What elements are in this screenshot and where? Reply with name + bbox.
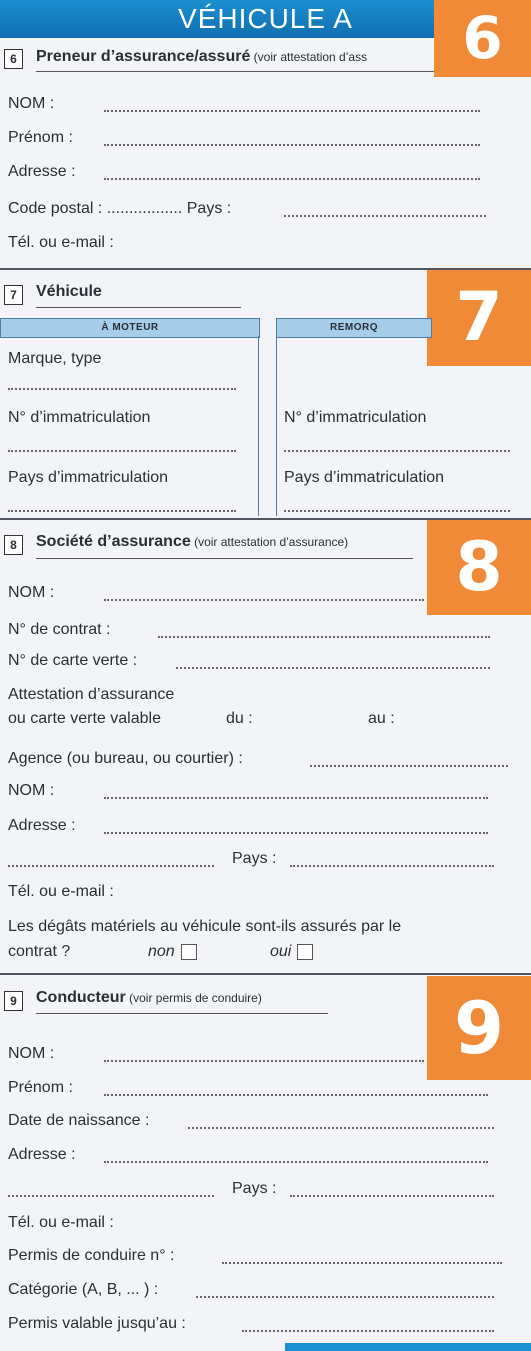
s9-nom-label: NOM : — [8, 1045, 55, 1062]
s7-trailer-pays-label: Pays d’immatriculation — [284, 469, 445, 486]
s9-naissance-label: Date de naissance : — [8, 1112, 150, 1129]
s9-adresse-label: Adresse : — [8, 1146, 76, 1163]
s9-prenom-label: Prénom : — [8, 1079, 73, 1096]
s8-contrat-question: contrat ? — [8, 943, 71, 960]
s7-pays-field[interactable] — [8, 510, 236, 512]
s8-oui-label: oui — [270, 943, 292, 960]
s6-tel-label: Tél. ou e-mail : — [8, 234, 114, 251]
s8-tel-label: Tél. ou e-mail : — [8, 883, 114, 900]
section-9-title-underline — [36, 1013, 328, 1014]
s6-adresse-field[interactable] — [104, 178, 480, 180]
s8-nom-field[interactable] — [104, 599, 424, 601]
s8-contrat-field[interactable] — [158, 636, 490, 638]
s6-code-postal-label: Code postal : ................. Pays : — [8, 200, 232, 217]
s7-immat-label: N° d’immatriculation — [8, 409, 151, 426]
s9-permis-field[interactable] — [222, 1262, 502, 1264]
s8-oui-option — [270, 940, 313, 964]
s9-prenom-field[interactable] — [104, 1094, 488, 1096]
s6-nom-field[interactable] — [104, 110, 480, 112]
column-motor-border — [258, 336, 259, 516]
section-6-title-text: Preneur d’assurance/assuré — [36, 48, 251, 65]
s6-nom-label: NOM : — [8, 95, 55, 112]
footer-bar — [285, 1343, 531, 1351]
s8-adresse-field[interactable] — [104, 832, 488, 834]
column-trailer-border — [276, 336, 277, 516]
column-trailer-header: REMORQ — [276, 318, 432, 338]
s8-adresse2-field[interactable] — [8, 865, 214, 867]
section-8-title-text: Société d’assurance — [36, 533, 191, 550]
s9-nom-field[interactable] — [104, 1060, 424, 1062]
s6-prenom-field[interactable] — [104, 144, 480, 146]
section-9-note: (voir permis de conduire) — [125, 991, 262, 1005]
s8-agence-label: Agence (ou bureau, ou courtier) : — [8, 750, 243, 767]
section-9-title-text: Conducteur — [36, 989, 126, 1006]
s7-trailer-pays-field[interactable] — [284, 510, 510, 512]
section-8-note: (voir attestation d’assurance) — [190, 535, 349, 549]
section-7-title: Véhicule — [36, 283, 102, 300]
s9-permis-label: Permis de conduire n° : — [8, 1247, 175, 1264]
section-9-number: 9 — [4, 991, 23, 1011]
section-divider — [0, 973, 531, 975]
s8-adresse-label: Adresse : — [8, 817, 76, 834]
s8-agence-nom-label: NOM : — [8, 782, 55, 799]
section-6-title-underline — [36, 71, 436, 72]
s6-prenom-label: Prénom : — [8, 129, 73, 146]
s7-immat-field[interactable] — [8, 450, 236, 452]
s6-adresse-label: Adresse : — [8, 163, 76, 180]
s8-non-checkbox[interactable] — [181, 944, 197, 960]
s9-adresse2-field[interactable] — [8, 1195, 214, 1197]
section-6-note: (voir attestation d’ass — [250, 50, 368, 64]
s8-carte-verte-field[interactable] — [176, 667, 490, 669]
s9-validite-field[interactable] — [242, 1330, 494, 1332]
section-6-badge: 6 — [434, 0, 531, 77]
s8-degats-question: Les dégâts matériels au véhicule sont-ils assurés par le — [8, 918, 402, 935]
s7-marque-label: Marque, type — [8, 350, 102, 367]
section-9-title — [36, 989, 262, 1007]
s9-categorie-label: Catégorie (A, B, ... ) : — [8, 1281, 159, 1298]
section-8-badge: 8 — [427, 520, 531, 615]
s8-oui-checkbox[interactable] — [297, 944, 313, 960]
section-7-badge: 7 — [427, 270, 531, 366]
s8-au-label: au : — [368, 710, 395, 727]
s7-trailer-immat-label: N° d’immatriculation — [284, 409, 427, 426]
section-9-badge: 9 — [427, 976, 531, 1080]
s9-naissance-field[interactable] — [188, 1127, 494, 1129]
s8-contrat-label: N° de contrat : — [8, 621, 111, 638]
s8-pays-field[interactable] — [290, 865, 494, 867]
s7-pays-label: Pays d’immatriculation — [8, 469, 169, 486]
s9-pays-field[interactable] — [290, 1195, 494, 1197]
section-8-number: 8 — [4, 535, 23, 555]
s6-pays-field[interactable] — [284, 215, 486, 217]
s8-carte-valable-label: ou carte verte valable — [8, 710, 161, 727]
section-7-number: 7 — [4, 285, 23, 305]
s8-attestation-label: Attestation d’assurance — [8, 686, 175, 703]
section-6-number: 6 — [4, 49, 23, 69]
column-motor-header: À MOTEUR — [0, 318, 260, 338]
s8-nom-label: NOM : — [8, 584, 55, 601]
s8-agence-field[interactable] — [310, 765, 508, 767]
s9-validite-label: Permis valable jusqu’au : — [8, 1315, 186, 1332]
s8-carte-verte-label: N° de carte verte : — [8, 652, 138, 669]
s8-agence-nom-field[interactable] — [104, 797, 488, 799]
s7-marque-field[interactable] — [8, 388, 236, 390]
s8-non-option — [148, 940, 197, 964]
page-title: VÉHICULE A — [178, 3, 353, 34]
s8-pays-label: Pays : — [232, 850, 277, 867]
section-7-title-underline — [36, 307, 241, 308]
s9-categorie-field[interactable] — [196, 1296, 494, 1298]
section-8-title-underline — [36, 558, 413, 559]
s8-du-label: du : — [226, 710, 253, 727]
s8-non-label: non — [148, 943, 175, 960]
s9-adresse-field[interactable] — [104, 1161, 488, 1163]
section-8-title — [36, 533, 348, 551]
s9-tel-label: Tél. ou e-mail : — [8, 1214, 114, 1231]
s7-trailer-immat-field[interactable] — [284, 450, 510, 452]
section-6-title — [36, 48, 367, 66]
s9-pays-label: Pays : — [232, 1180, 277, 1197]
